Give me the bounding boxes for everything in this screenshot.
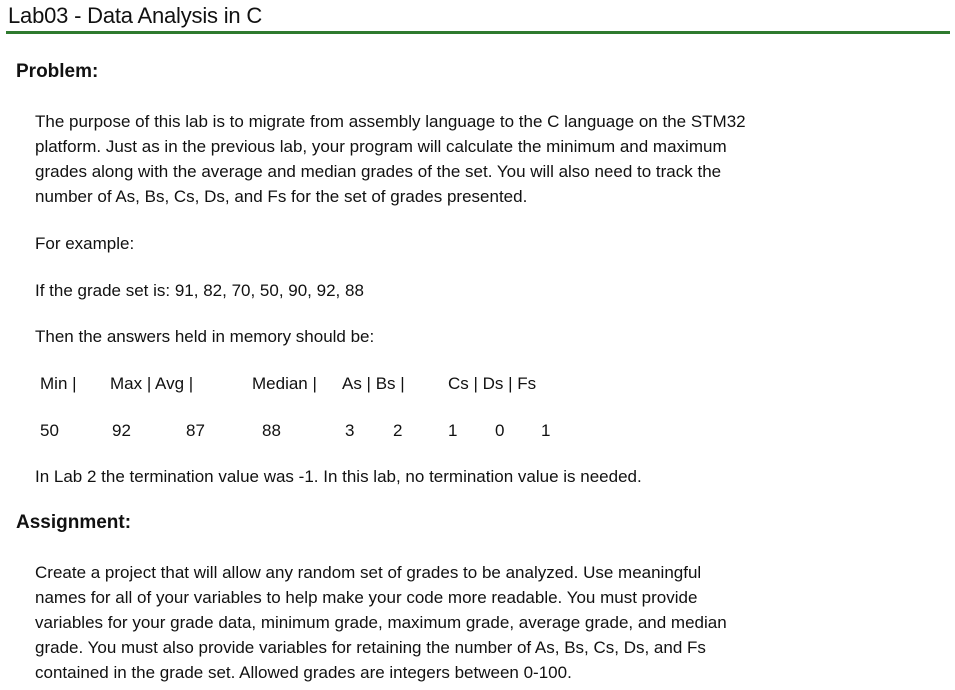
problem-heading: Problem: xyxy=(16,61,99,82)
intro-line: platform. Just as in the previous lab, your program will calculate the minimum and maximum xyxy=(35,137,727,156)
document-title: Lab03 - Data Analysis in C xyxy=(8,3,263,28)
assignment-paragraph xyxy=(35,560,940,685)
answers-intro-text: Then the answers held in memory should be: xyxy=(35,327,375,346)
value-cs: 1 xyxy=(448,421,458,440)
termination-note: In Lab 2 the termination value was -1. In this lab, no termination value is needed. xyxy=(35,467,642,486)
intro-line: number of As, Bs, Cs, Ds, and Fs for the set of grades presented. xyxy=(35,187,528,206)
value-min: 50 xyxy=(40,421,59,440)
problem-intro-paragraph xyxy=(35,109,940,209)
value-median: 88 xyxy=(262,421,281,440)
value-max: 92 xyxy=(112,421,131,440)
assignment-line: names for all of your variables to help make your code more readable. You must provide xyxy=(35,588,698,607)
assignment-heading: Assignment: xyxy=(16,512,132,533)
header-as-bs: As | Bs | xyxy=(342,374,405,393)
assignment-line: Create a project that will allow any random set of grades to be analyzed. Use meaningful xyxy=(35,563,702,582)
assignment-line: grade. You must also provide variables for retaining the number of As, Bs, Cs, Ds, and Fs xyxy=(35,638,706,657)
header-max-avg: Max | Avg | xyxy=(110,374,194,393)
assignment-line: contained in the grade set. Allowed grades are integers between 0-100. xyxy=(35,663,572,682)
value-avg: 87 xyxy=(186,421,205,440)
intro-line: The purpose of this lab is to migrate from assembly language to the C language on the STM32 xyxy=(35,112,746,131)
header-median: Median | xyxy=(252,374,317,393)
grade-set-text: If the grade set is: 91, 82, 70, 50, 90, 92, 88 xyxy=(35,281,364,300)
value-bs: 2 xyxy=(393,421,403,440)
value-ds: 0 xyxy=(495,421,505,440)
for-example-text: For example: xyxy=(35,234,135,253)
value-fs: 1 xyxy=(541,421,551,440)
header-cs-ds-fs: Cs | Ds | Fs xyxy=(448,374,537,393)
assignment-line: variables for your grade data, minimum grade, maximum grade, average grade, and median xyxy=(35,613,727,632)
title-underline xyxy=(6,31,950,34)
value-as: 3 xyxy=(345,421,355,440)
header-min: Min | xyxy=(40,374,77,393)
intro-line: grades along with the average and median grades of the set. You will also need to track the xyxy=(35,162,722,181)
